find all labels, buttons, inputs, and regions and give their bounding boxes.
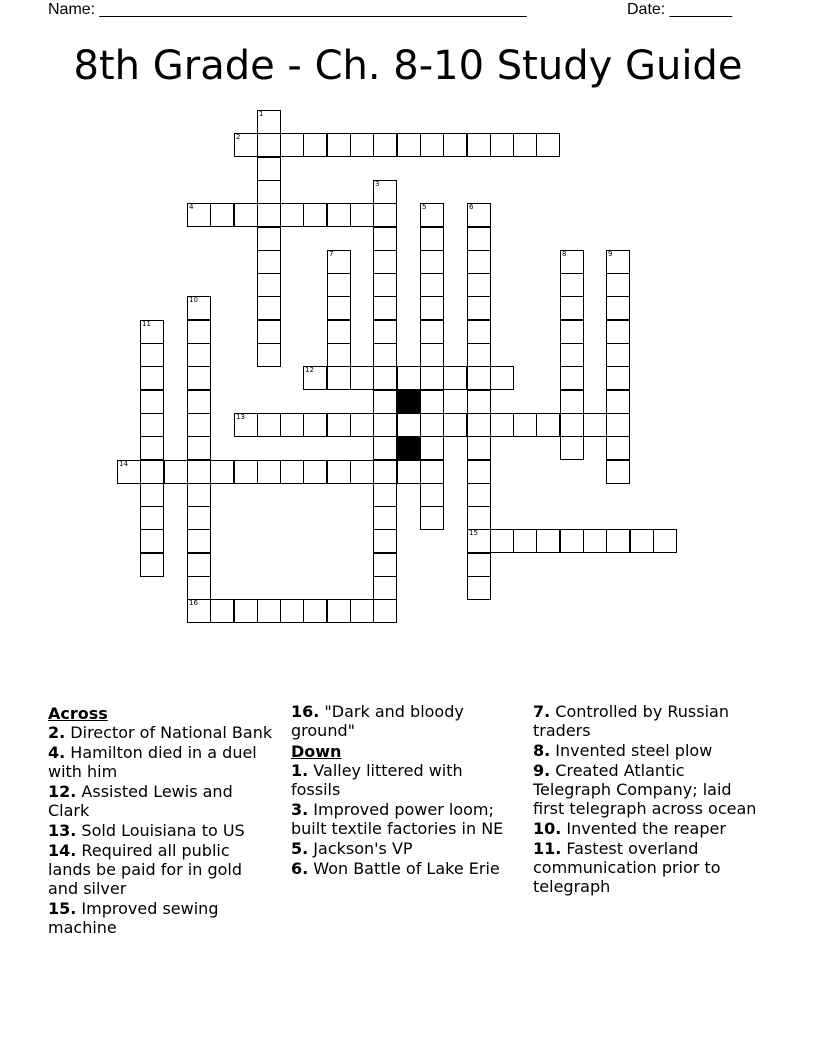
- crossword-cell[interactable]: [420, 296, 444, 320]
- crossword-cell[interactable]: [140, 483, 164, 507]
- crossword-cell[interactable]: [467, 296, 491, 320]
- across-clue-4: [48, 743, 273, 781]
- clue-number: 6.: [291, 859, 309, 878]
- clue-number-label: 15: [469, 529, 478, 537]
- crossword-cell[interactable]: [467, 529, 491, 553]
- crossword-cell[interactable]: [257, 110, 281, 134]
- crossword-cell[interactable]: [257, 203, 281, 227]
- crossword-cell[interactable]: [606, 343, 630, 367]
- clues-column-1: [48, 702, 273, 938]
- clue-number-label: 8: [562, 250, 567, 258]
- down-heading: Down: [291, 742, 342, 761]
- crossword-cell[interactable]: [257, 133, 281, 157]
- clue-text: Required all public lands be paid for in gold and silver: [48, 841, 243, 898]
- crossword-cell[interactable]: [303, 460, 327, 484]
- crossword-cell[interactable]: [560, 413, 584, 437]
- clue-number: 11.: [533, 839, 562, 858]
- crossword-cell[interactable]: [187, 320, 211, 344]
- crossword-cell[interactable]: [373, 273, 397, 297]
- crossword-cell[interactable]: [443, 366, 467, 390]
- crossword-cell[interactable]: [606, 460, 630, 484]
- crossword-cell[interactable]: [327, 296, 351, 320]
- crossword-cell[interactable]: [210, 460, 234, 484]
- crossword-cell[interactable]: [467, 413, 491, 437]
- crossword-cell[interactable]: [327, 273, 351, 297]
- clue-text: Invented the reaper: [561, 819, 726, 838]
- crossword-cell[interactable]: [140, 320, 164, 344]
- clue-number: 13.: [48, 821, 77, 840]
- crossword-cell[interactable]: [420, 227, 444, 251]
- crossword-cell[interactable]: [467, 203, 491, 227]
- crossword-cell[interactable]: [467, 576, 491, 600]
- down-clue-1: [291, 761, 511, 799]
- crossword-cell[interactable]: [560, 320, 584, 344]
- clue-text: Fastest overland communication prior to telegraph: [533, 839, 721, 896]
- crossword-cell[interactable]: [560, 343, 584, 367]
- clue-text: Improved sewing machine: [48, 899, 219, 937]
- crossword-cell[interactable]: [560, 250, 584, 274]
- crossword-cell[interactable]: [467, 483, 491, 507]
- crossword-cell[interactable]: [303, 203, 327, 227]
- crossword-cell[interactable]: [140, 343, 164, 367]
- crossword-cell[interactable]: [280, 413, 304, 437]
- crossword-cell[interactable]: [373, 390, 397, 414]
- clue-number: 14.: [48, 841, 77, 860]
- crossword-cell[interactable]: [536, 133, 560, 157]
- crossword-cell[interactable]: [397, 133, 421, 157]
- crossword-cell[interactable]: [187, 529, 211, 553]
- down-clue-7: [533, 702, 761, 740]
- across-heading: Across: [48, 704, 108, 723]
- crossword-cell[interactable]: [350, 203, 374, 227]
- crossword-cell[interactable]: [140, 366, 164, 390]
- down-clue-3: [291, 800, 511, 838]
- crossword-cell[interactable]: [210, 203, 234, 227]
- crossword-cell[interactable]: [490, 413, 514, 437]
- clue-number: 9.: [533, 761, 551, 780]
- crossword-cell[interactable]: [234, 599, 258, 623]
- crossword-cell[interactable]: [140, 460, 164, 484]
- crossword-cell[interactable]: [350, 413, 374, 437]
- crossword-cell[interactable]: [187, 553, 211, 577]
- crossword-cell[interactable]: [257, 227, 281, 251]
- clue-text: Sold Louisiana to US: [76, 821, 245, 840]
- crossword-cell[interactable]: [373, 203, 397, 227]
- crossword-cell[interactable]: [467, 390, 491, 414]
- clue-number: 15.: [48, 899, 77, 918]
- crossword-cell[interactable]: [280, 460, 304, 484]
- crossword-cell[interactable]: [397, 460, 421, 484]
- crossword-cell[interactable]: [303, 366, 327, 390]
- crossword-cell[interactable]: [117, 460, 141, 484]
- across-clue-12: [48, 782, 273, 820]
- crossword-cell[interactable]: [350, 460, 374, 484]
- crossword-cell[interactable]: [397, 413, 421, 437]
- crossword-cell[interactable]: [560, 366, 584, 390]
- crossword-cell[interactable]: [467, 506, 491, 530]
- crossword-cell[interactable]: [467, 227, 491, 251]
- crossword-cell[interactable]: [420, 133, 444, 157]
- crossword-cell[interactable]: [560, 390, 584, 414]
- crossword-cell[interactable]: [606, 413, 630, 437]
- crossword-cell[interactable]: [373, 506, 397, 530]
- name-label: Name: ________________________________________________: [48, 1, 527, 18]
- crossword-cell[interactable]: [467, 460, 491, 484]
- clue-number-label: 14: [119, 460, 128, 468]
- clue-text: Assisted Lewis and Clark: [48, 782, 233, 820]
- clue-number: 12.: [48, 782, 77, 801]
- crossword-cell[interactable]: [420, 413, 444, 437]
- crossword-cell[interactable]: [467, 320, 491, 344]
- clue-number-label: 7: [329, 250, 334, 258]
- crossword-cell[interactable]: [467, 133, 491, 157]
- clue-number-label: 1: [259, 110, 264, 118]
- clue-number-label: 3: [375, 180, 380, 188]
- crossword-cell[interactable]: [397, 366, 421, 390]
- crossword-cell[interactable]: [420, 460, 444, 484]
- crossword-cell[interactable]: [280, 599, 304, 623]
- crossword-cell[interactable]: [187, 296, 211, 320]
- crossword-cell[interactable]: [373, 227, 397, 251]
- clue-number-label: 2: [236, 133, 241, 141]
- crossword-cell[interactable]: [187, 483, 211, 507]
- crossword-cell[interactable]: [350, 133, 374, 157]
- black-square: [397, 390, 421, 414]
- crossword-cell[interactable]: [560, 436, 584, 460]
- crossword-cell[interactable]: [140, 436, 164, 460]
- crossword-cell[interactable]: [373, 529, 397, 553]
- crossword-cell[interactable]: [257, 343, 281, 367]
- crossword-cell[interactable]: [257, 180, 281, 204]
- crossword-cell[interactable]: [373, 296, 397, 320]
- clue-number: 8.: [533, 741, 551, 760]
- crossword-cell[interactable]: [420, 436, 444, 460]
- crossword-cell[interactable]: [467, 273, 491, 297]
- crossword-cell[interactable]: [350, 366, 374, 390]
- crossword-cell[interactable]: [257, 273, 281, 297]
- crossword-cell[interactable]: [373, 180, 397, 204]
- crossword-cell[interactable]: [257, 460, 281, 484]
- crossword-cell[interactable]: [280, 203, 304, 227]
- across-clue-14: [48, 841, 273, 898]
- crossword-cell[interactable]: [210, 599, 234, 623]
- crossword-cell[interactable]: [373, 460, 397, 484]
- crossword-cell[interactable]: [303, 413, 327, 437]
- crossword-cell[interactable]: [140, 506, 164, 530]
- crossword-cell[interactable]: [303, 133, 327, 157]
- crossword-cell[interactable]: [606, 436, 630, 460]
- clue-number: 5.: [291, 839, 309, 858]
- crossword-cell[interactable]: [187, 390, 211, 414]
- crossword-cell[interactable]: [187, 599, 211, 623]
- crossword-cell[interactable]: [187, 436, 211, 460]
- crossword-cell[interactable]: [373, 576, 397, 600]
- crossword-cell[interactable]: [187, 203, 211, 227]
- crossword-cell[interactable]: [327, 599, 351, 623]
- crossword-cell[interactable]: [420, 273, 444, 297]
- crossword-cell[interactable]: [420, 390, 444, 414]
- crossword-cell[interactable]: [280, 133, 304, 157]
- clue-text: Valley littered with fossils: [291, 761, 463, 799]
- page-title: 8th Grade - Ch. 8-10 Study Guide: [73, 43, 743, 89]
- crossword-cell[interactable]: [327, 460, 351, 484]
- crossword-cell[interactable]: [606, 320, 630, 344]
- clue-text: Won Battle of Lake Erie: [308, 859, 500, 878]
- crossword-cell[interactable]: [513, 413, 537, 437]
- across-clue-16: [291, 702, 511, 740]
- crossword-cell[interactable]: [420, 366, 444, 390]
- clue-text: Invented steel plow: [550, 741, 713, 760]
- across-clue-2: [48, 723, 273, 742]
- crossword-cell[interactable]: [373, 133, 397, 157]
- clue-number-label: 4: [189, 203, 194, 211]
- crossword-cell[interactable]: [420, 203, 444, 227]
- crossword-cell[interactable]: [327, 320, 351, 344]
- crossword-cell[interactable]: [560, 296, 584, 320]
- crossword-cell[interactable]: [606, 366, 630, 390]
- crossword-cell[interactable]: [583, 529, 607, 553]
- clue-number-label: 12: [305, 366, 314, 374]
- clue-number-label: 10: [189, 296, 198, 304]
- crossword-cell[interactable]: [467, 366, 491, 390]
- clue-number: 2.: [48, 723, 66, 742]
- crossword-cell[interactable]: [257, 599, 281, 623]
- crossword-cell[interactable]: [513, 529, 537, 553]
- clue-text: Improved power loom; built textile factories in NE: [291, 800, 504, 838]
- crossword-cell[interactable]: [327, 203, 351, 227]
- crossword-cell[interactable]: [443, 413, 467, 437]
- crossword-cell[interactable]: [327, 133, 351, 157]
- clue-text: Jackson's VP: [308, 839, 413, 858]
- crossword-cell[interactable]: [373, 366, 397, 390]
- crossword-cell[interactable]: [187, 460, 211, 484]
- clues-column-3: [533, 702, 761, 897]
- crossword-cell[interactable]: [467, 436, 491, 460]
- down-clue-9: [533, 761, 761, 818]
- crossword-cell[interactable]: [420, 320, 444, 344]
- clue-number-label: 6: [469, 203, 474, 211]
- clue-number: 7.: [533, 702, 551, 721]
- clue-number-label: 5: [422, 203, 427, 211]
- date-label: Date: _______: [627, 1, 732, 18]
- crossword-cell[interactable]: [187, 506, 211, 530]
- clue-number: 1.: [291, 761, 309, 780]
- crossword-cell[interactable]: [490, 133, 514, 157]
- clue-number: 4.: [48, 743, 66, 762]
- crossword-cell[interactable]: [350, 599, 374, 623]
- down-clue-6: [291, 859, 511, 878]
- clue-number-label: 9: [608, 250, 613, 258]
- crossword-cell[interactable]: [140, 553, 164, 577]
- clue-number-label: 11: [142, 320, 151, 328]
- crossword-cell[interactable]: [443, 133, 467, 157]
- clue-number-label: 16: [189, 599, 198, 607]
- crossword-cell[interactable]: [187, 366, 211, 390]
- crossword-cell[interactable]: [467, 343, 491, 367]
- crossword-cell[interactable]: [560, 529, 584, 553]
- crossword-cell[interactable]: [140, 390, 164, 414]
- clue-number: 16.: [291, 702, 320, 721]
- clue-number: 10.: [533, 819, 562, 838]
- crossword-cell[interactable]: [420, 483, 444, 507]
- crossword-cell[interactable]: [140, 413, 164, 437]
- across-clue-15: [48, 899, 273, 937]
- crossword-cell[interactable]: [373, 553, 397, 577]
- crossword-cell[interactable]: [606, 250, 630, 274]
- crossword-cell[interactable]: [373, 320, 397, 344]
- crossword-cell[interactable]: [606, 390, 630, 414]
- crossword-cell[interactable]: [327, 413, 351, 437]
- crossword-cell[interactable]: [536, 413, 560, 437]
- crossword-cell[interactable]: [187, 413, 211, 437]
- down-clue-5: [291, 839, 511, 858]
- crossword-cell[interactable]: [187, 576, 211, 600]
- crossword-cell[interactable]: [140, 529, 164, 553]
- down-clue-8: [533, 741, 761, 760]
- crossword-cell[interactable]: [164, 460, 188, 484]
- crossword-cell[interactable]: [606, 296, 630, 320]
- clue-number: 3.: [291, 800, 309, 819]
- crossword-cell[interactable]: [327, 250, 351, 274]
- crossword-cell[interactable]: [234, 413, 258, 437]
- crossword-cell[interactable]: [373, 483, 397, 507]
- crossword-cell[interactable]: [327, 343, 351, 367]
- crossword-cell[interactable]: [467, 250, 491, 274]
- crossword-cell[interactable]: [327, 366, 351, 390]
- crossword-cell[interactable]: [420, 250, 444, 274]
- crossword-cell[interactable]: [373, 436, 397, 460]
- across-clue-13: [48, 821, 273, 840]
- crossword-cell[interactable]: [234, 133, 258, 157]
- crossword-cell[interactable]: [373, 250, 397, 274]
- crossword-cell[interactable]: [583, 413, 607, 437]
- crossword-cell[interactable]: [490, 529, 514, 553]
- crossword-cell[interactable]: [257, 296, 281, 320]
- crossword-cell[interactable]: [257, 250, 281, 274]
- crossword-cell[interactable]: [420, 343, 444, 367]
- clue-text: Controlled by Russian traders: [533, 702, 729, 740]
- down-clue-11: [533, 839, 761, 896]
- clues-column-2: [291, 702, 511, 879]
- clue-text: Director of National Bank: [65, 723, 273, 742]
- crossword-cell[interactable]: [257, 157, 281, 181]
- crossword-cell[interactable]: [373, 343, 397, 367]
- clue-number-label: 13: [236, 413, 245, 421]
- clue-text: Hamilton died in a duel with him: [48, 743, 257, 781]
- crossword-cell[interactable]: [187, 343, 211, 367]
- crossword-cell[interactable]: [420, 506, 444, 530]
- crossword-cell[interactable]: [257, 413, 281, 437]
- crossword-cell[interactable]: [234, 203, 258, 227]
- crossword-cell[interactable]: [606, 273, 630, 297]
- crossword-cell[interactable]: [560, 273, 584, 297]
- crossword-cell[interactable]: [606, 529, 630, 553]
- crossword-cell[interactable]: [373, 599, 397, 623]
- clue-text: Created Atlantic Telegraph Company; laid first telegraph across ocean: [533, 761, 757, 818]
- crossword-cell[interactable]: [234, 460, 258, 484]
- crossword-cell[interactable]: [257, 320, 281, 344]
- crossword-cell[interactable]: [630, 529, 654, 553]
- black-square: [397, 436, 421, 460]
- crossword-cell[interactable]: [467, 553, 491, 577]
- crossword-cell[interactable]: [303, 599, 327, 623]
- down-clue-10: [533, 819, 761, 838]
- crossword-cell[interactable]: [513, 133, 537, 157]
- clue-text: "Dark and bloody ground": [291, 702, 464, 740]
- crossword-cell[interactable]: [490, 366, 514, 390]
- crossword-cell[interactable]: [373, 413, 397, 437]
- crossword-cell[interactable]: [653, 529, 677, 553]
- crossword-cell[interactable]: [536, 529, 560, 553]
